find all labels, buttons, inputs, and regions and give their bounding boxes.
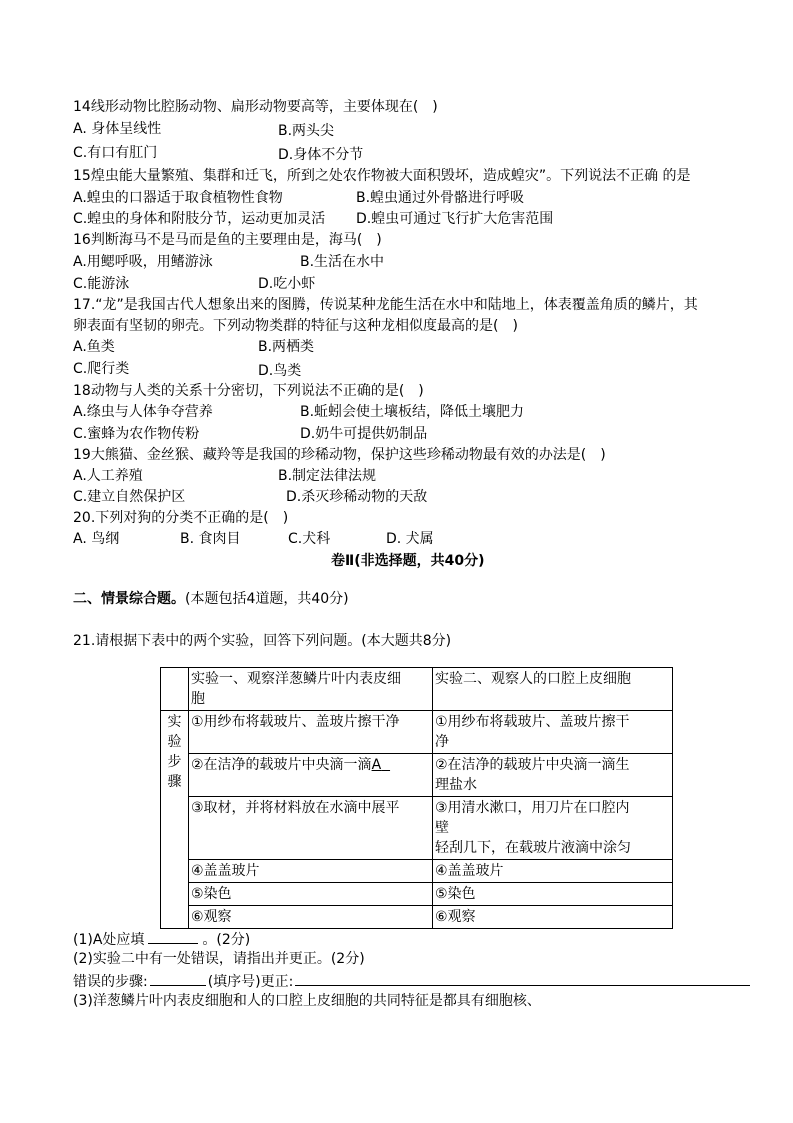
- experiment-1-header: 实验一、观察洋葱鳞片叶内表皮细 胞: [189, 668, 433, 711]
- q15-option-a: A.蝗虫的口器适于取食植物性食物: [73, 190, 283, 206]
- exp1-step-3: ③取材，并将材料放在水滴中展平: [189, 797, 433, 860]
- q19-option-b: B.制定法律法规: [278, 468, 377, 484]
- q14-option-c: C.有口有肛门: [73, 145, 158, 161]
- table-row: [161, 711, 673, 754]
- q15-option-c: C.蝗虫的身体和附肢分节，运动更加灵活: [73, 211, 326, 227]
- q18-option-c: C.蜜蜂为农作物传粉: [73, 426, 200, 442]
- answer-blank-correction[interactable]: [295, 971, 750, 986]
- q15-option-d: D.蝗虫可通过飞行扩大危害范围: [356, 211, 554, 227]
- table-row: [161, 754, 673, 797]
- table-row: [161, 883, 673, 906]
- q18-option-d: D.奶牛可提供奶制品: [300, 426, 428, 442]
- answer-blank-step[interactable]: [150, 971, 206, 986]
- steps-label: 实 验 步 骤: [161, 711, 189, 929]
- exp2-step-3: ③用清水漱口，用刀片在口腔内 壁 轻刮几下，在载玻片液滴中涂匀: [433, 797, 673, 860]
- q16-option-a: A.用鳃呼吸，用鳍游泳: [73, 254, 213, 270]
- answer-blank-a[interactable]: [148, 929, 198, 944]
- q18-option-a: A.绦虫与人体争夺营养: [73, 404, 213, 420]
- exp2-step-2: ②在洁净的载玻片中央滴一滴生 理盐水: [433, 754, 673, 797]
- exp2-step-4: ④盖盖玻片: [433, 860, 673, 883]
- q20-option-c: C.犬科: [288, 531, 331, 547]
- table-row: [161, 906, 673, 929]
- q17-stem-line1: 17.“龙”是我国古代人想象出来的图腾，传说某种龙能生活在水中和陆地上，体表覆盖角质的鳞片，其: [73, 297, 698, 313]
- q17-option-d: D.鸟类: [258, 363, 302, 379]
- q16-option-d: D.吃小虾: [258, 276, 316, 292]
- q21-part-2: (2)实验二中有一处错误，请指出并更正。(2分): [73, 951, 365, 967]
- q15-stem: 15煌虫能大量繁殖、集群和迁飞，所到之处农作物被大面积毁坏，造成蝗灾”。下列说法不正确 的是: [73, 168, 691, 184]
- q18-stem: 18动物与人类的关系十分密切，下列说法不正确的是( ): [73, 383, 424, 399]
- exp2-step-1: ①用纱布将载玻片、盖玻片擦干 净: [433, 711, 673, 754]
- q21-stem: 21.请根据下表中的两个实验，回答下列问题。(本大题共8分): [73, 633, 452, 649]
- q16-stem: 16判断海马不是马而是鱼的主要理由是，海马( ): [73, 232, 382, 248]
- q16-option-c: C.能游泳: [73, 276, 130, 292]
- exp2-step-6: ⑥观察: [433, 906, 673, 929]
- q14-option-a: A. 身体呈线性: [73, 121, 162, 137]
- blank-a-mark: A: [371, 757, 382, 773]
- exp1-step-1: ①用纱布将载玻片、盖玻片擦干净: [189, 711, 433, 754]
- q18-option-b: B.蚯蚓会使土壤板结，降低土壤肥力: [300, 404, 525, 420]
- q20-option-a: A. 鸟纲: [73, 531, 120, 547]
- section-2-heading: [73, 590, 349, 608]
- q20-option-d: D. 犬属: [386, 531, 434, 547]
- experiment-2-header: 实验二、观察人的口腔上皮细胞: [433, 668, 673, 711]
- q14-option-b: B.两头尖: [278, 123, 335, 139]
- table-row: [161, 860, 673, 883]
- q19-option-c: C.建立自然保护区: [73, 489, 186, 505]
- exp1-step-2: ②在洁净的载玻片中央滴一滴A: [189, 754, 433, 797]
- q17-stem-line2: 卵表面有坚韧的卵壳。下列动物类群的特征与这种龙相似度最高的是( ): [73, 318, 518, 334]
- table-row: [161, 797, 673, 860]
- section-2-title: 二、情景综合题。: [73, 591, 185, 607]
- q15-option-b: B.蝗虫通过外骨骼进行呼吸: [356, 190, 525, 206]
- experiment-table: [160, 667, 673, 929]
- q21-part-1: (1)A处应填 。(2分): [73, 929, 250, 949]
- exp1-step-4: ④盖盖玻片: [189, 860, 433, 883]
- q21-part-3: (3)洋葱鳞片叶内表皮细胞和人的口腔上皮细胞的共同特征是都具有细胞核、: [73, 993, 541, 1009]
- q21-part-2-answer: 错误的步骤: (填序号)更正:: [73, 971, 750, 991]
- section-2-note: (本题包括4道题，共40分): [185, 591, 349, 607]
- q17-option-a: A.鱼类: [73, 339, 115, 355]
- table-corner-cell: [161, 668, 189, 711]
- exp2-step-5: ⑤染色: [433, 883, 673, 906]
- q14-option-d: D.身体不分节: [278, 147, 364, 163]
- q16-option-b: B.生活在水中: [300, 254, 385, 270]
- table-row: [161, 668, 673, 711]
- q19-option-d: D.杀灭珍稀动物的天敌: [286, 489, 428, 505]
- exp1-step-6: ⑥观察: [189, 906, 433, 929]
- q19-stem: 19大熊猫、金丝猴、藏羚等是我国的珍稀动物，保护这些珍稀动物最有效的办法是( ): [73, 447, 606, 463]
- volume-2-title: 卷Ⅱ(非选择题，共40分): [331, 553, 485, 569]
- q19-option-a: A.人工养殖: [73, 468, 143, 484]
- q20-option-b: B. 食肉目: [180, 531, 241, 547]
- q20-stem: 20.下列对狗的分类不正确的是( ): [73, 510, 289, 526]
- q17-option-b: B.两栖类: [258, 339, 315, 355]
- q17-option-c: C.爬行类: [73, 361, 130, 377]
- exp1-step-5: ⑤染色: [189, 883, 433, 906]
- q14-stem: 14线形动物比腔肠动物、扁形动物要高等，主要体现在( ): [73, 99, 438, 115]
